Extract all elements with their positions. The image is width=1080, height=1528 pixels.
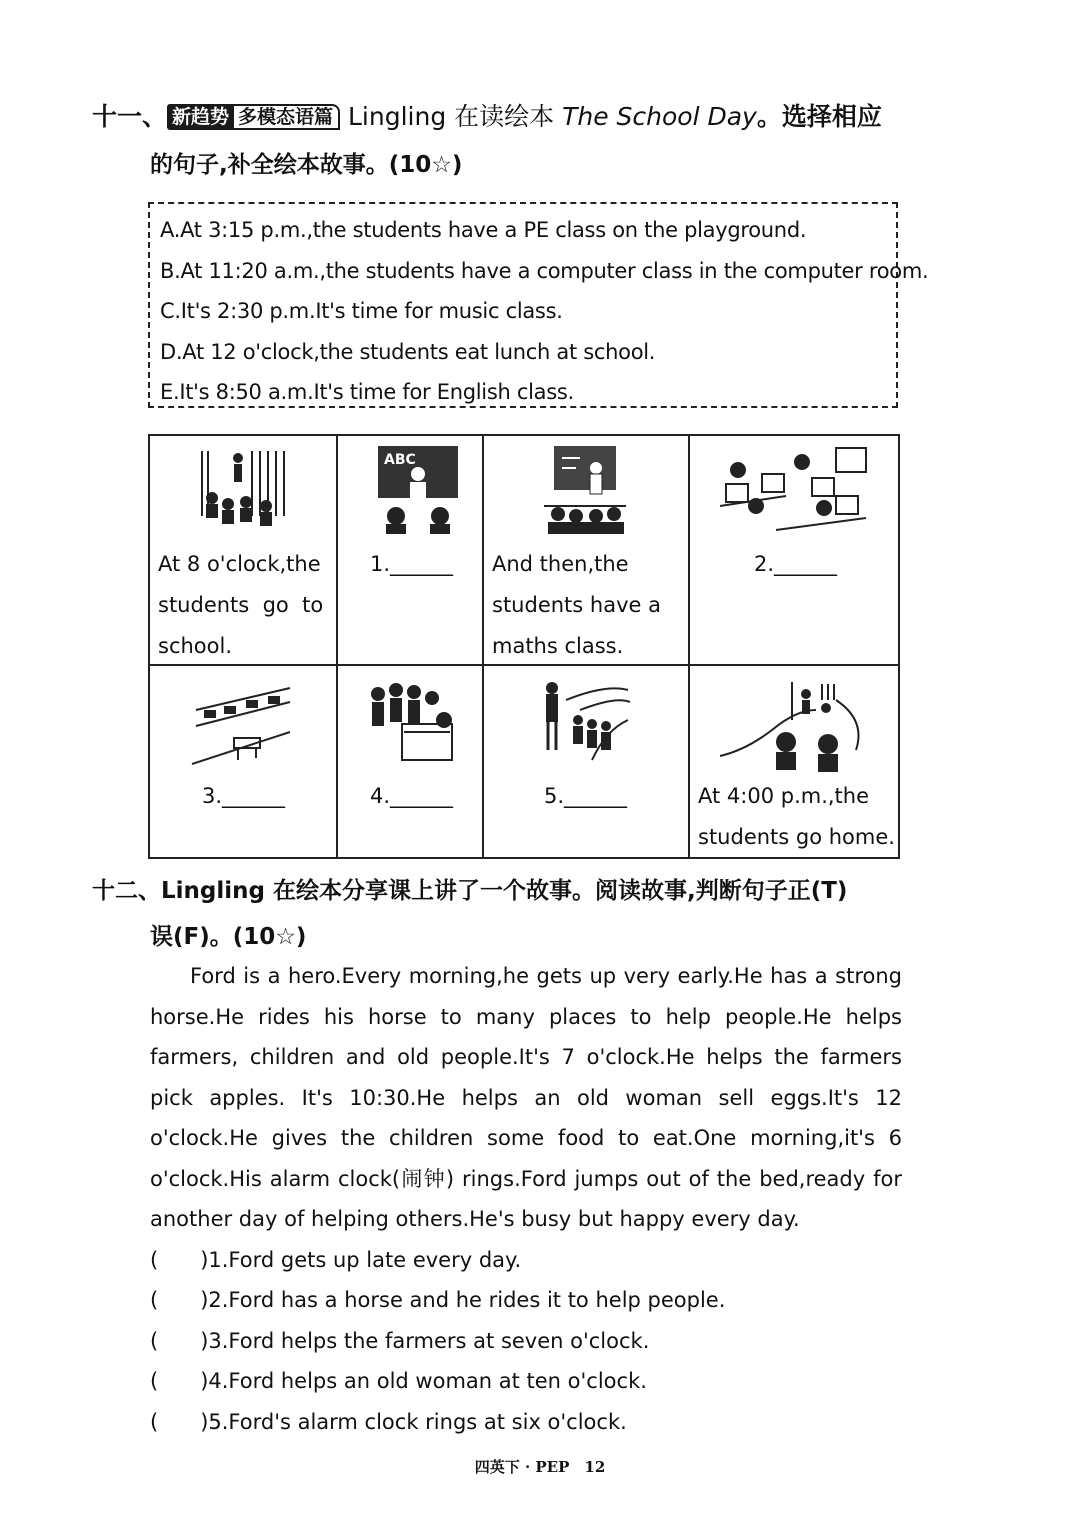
q11-instruction: 的句子,补全绘本故事。(10☆) [150, 152, 463, 178]
new-trend-badge: 新趋势 [167, 104, 234, 130]
pe-class-illustration [536, 680, 632, 770]
options-box [148, 202, 929, 408]
story-text: Ford is a hero.Every morning,he gets up very early.He has a strong horse.He rides his horse to many places to help people.He helps farmers, children and old people.It's 7 o'clock.He helps the farmers pick apples. It's 10:30.He helps an old woman sell eggs.It's 12 o'clock.He gives the children some food to eat.One morning,it's 6 o'clock.His alarm clock(闹钟) rings.Ford jumps out of the bed,ready for another day of helping others.He's busy but happy every day. [150, 964, 902, 1231]
q12-instruction: 误(F)。(10☆) [150, 924, 307, 950]
blank-4[interactable]: 4.______ [370, 784, 454, 808]
cell-1-line: At 8 o'clock,the [158, 552, 321, 576]
option-a: A.At 3:15 p.m.,the students have a PE class on the playground. [160, 218, 807, 242]
blank-1[interactable]: 1.______ [370, 552, 454, 576]
q11-intro-a: Lingling 在读绘本 [348, 102, 563, 131]
option-d: D.At 12 o'clock,the students eat lunch at school. [160, 339, 656, 364]
cell-3-text [492, 544, 661, 667]
q12-heading: 十二、Lingling 在绘本分享课上讲了一个故事。阅读故事,判断句子正(T) [92, 878, 848, 904]
tf-item-3[interactable]: ( )3.Ford helps the farmers at seven o'clock. [150, 1329, 650, 1353]
blank-2[interactable]: 2.______ [754, 552, 838, 576]
go-home-illustration [716, 680, 874, 772]
grid-divider [482, 436, 484, 857]
tf-item-1[interactable]: ( )1.Ford gets up late every day. [150, 1248, 522, 1272]
option-e: E.It's 8:50 a.m.It's time for English class. [160, 380, 574, 404]
cell-8-line: At 4:00 p.m.,the [698, 784, 870, 808]
grid-divider [688, 436, 690, 857]
grid-divider [336, 436, 338, 857]
story-passage [150, 956, 902, 1240]
option-b: B.At 11:20 a.m.,the students have a computer class in the computer room. [160, 258, 929, 283]
cell-8-line: students go home. [698, 825, 895, 849]
cell-8-text [698, 776, 895, 858]
cell-1-line: students go to [158, 593, 324, 617]
q11-heading [92, 100, 912, 134]
blank-3[interactable]: 3.______ [202, 784, 286, 808]
cell-3-line: students have a [492, 593, 661, 617]
q11-number: 十一、 [92, 102, 168, 131]
page-footer: 四英下 · PEP 12 [474, 1458, 606, 1476]
maths-class-illustration [540, 444, 630, 536]
cell-1-text [158, 544, 323, 667]
english-class-illustration [372, 444, 464, 536]
picture-story-table [148, 434, 900, 859]
book-title: The School Day [562, 102, 757, 131]
option-c: C.It's 2:30 p.m.It's time for music class. [160, 299, 563, 323]
tf-item-4[interactable]: ( )4.Ford helps an old woman at ten o'clock. [150, 1369, 647, 1393]
tf-item-5[interactable]: ( )5.Ford's alarm clock rings at six o'clock. [150, 1410, 627, 1434]
cell-3-line: maths class. [492, 634, 624, 658]
lunch-illustration [190, 680, 300, 768]
go-to-school-illustration [190, 446, 290, 536]
computer-class-illustration [716, 444, 874, 536]
cell-3-line: And then,the [492, 552, 629, 576]
q11-intro-b: 。选择相应 [756, 102, 882, 131]
cell-1-line: school. [158, 634, 233, 658]
music-class-illustration [362, 680, 466, 770]
multimodal-badge: 多模态语篇 [231, 104, 340, 130]
blackboard-text: ABC [384, 452, 416, 468]
blank-5[interactable]: 5.______ [544, 784, 628, 808]
tf-item-2[interactable]: ( )2.Ford has a horse and he rides it to help people. [150, 1288, 726, 1312]
